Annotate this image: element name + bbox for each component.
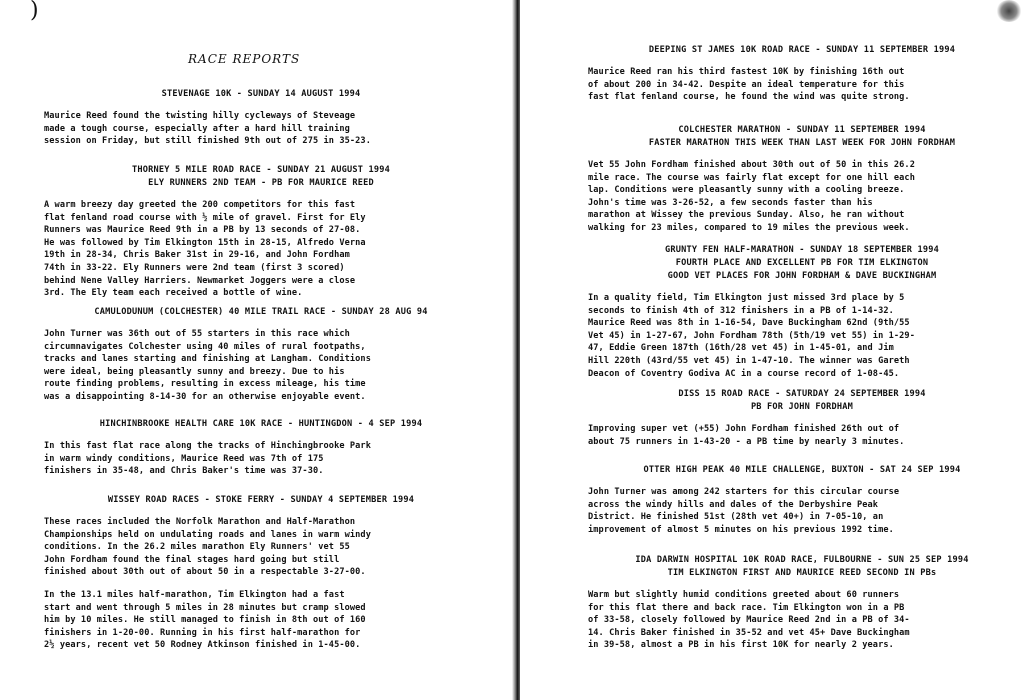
right-page xyxy=(520,0,1032,700)
text-line: 47, Eddie Green 187th (16th/28 vet 45) in 1-45-01, and Jim xyxy=(588,343,894,354)
scan-smudge xyxy=(996,0,1022,22)
section-body xyxy=(588,292,1016,380)
section-body xyxy=(44,516,478,652)
text-line: John's time was 3-26-52, a few seconds faster than his xyxy=(588,197,873,208)
text-line: John Turner was among 242 starters for this circular course xyxy=(588,487,900,497)
section-title-line: GRUNTY FEN HALF-MARATHON - SUNDAY 18 SEPTEMBER 1994 xyxy=(664,245,940,255)
text-line: 2½ years, recent vet 50 Rodney Atkinson finished in 1-45-00. xyxy=(44,640,361,651)
section-body xyxy=(44,328,478,404)
text-line: made a tough course, especially after a hard hill training xyxy=(44,123,350,134)
text-line: In the 13.1 miles half-marathon, Tim Elkington had a fast xyxy=(44,589,345,600)
left-page xyxy=(0,0,514,700)
page-heading: RACE REPORTS xyxy=(188,52,301,66)
section-title-line: IDA DARWIN HOSPITAL 10K ROAD RACE, FULBOURNE - SUN 25 SEP 1994 xyxy=(635,555,969,565)
text-line: finishers in 1-20-00. Running in his first half-marathon for xyxy=(44,627,361,638)
text-line: Championships held on undulating roads and lanes in warm windy xyxy=(44,529,371,540)
text-line: lap. Conditions were pleasantly sunny with a cooling breeze. xyxy=(588,185,905,196)
text-line: Vet 45) in 1-27-67, John Fordham 78th (5th/19 vet 55) in 1-29- xyxy=(588,330,915,341)
text-line: of about 200 in 34-42. Despite an ideal temperature for this xyxy=(588,79,905,90)
text-line: start and went through 5 miles in 28 minutes but cramp slowed xyxy=(44,602,366,613)
section-title-line: FASTER MARATHON THIS WEEK THAN LAST WEEK FOR JOHN FORDHAM xyxy=(648,138,956,148)
text-line: 3rd. The Ely team each received a bottle of wine. xyxy=(44,288,303,299)
text-line: fast flat fenland course, he found the wind was quite strong. xyxy=(588,92,910,103)
paragraph xyxy=(44,440,478,478)
text-line: conditions. In the 26.2 miles marathon Ely Runners' vet 55 xyxy=(44,542,350,553)
report-section xyxy=(44,418,478,478)
section-heading xyxy=(44,88,478,101)
paragraph xyxy=(588,292,1016,380)
text-line: John Fordham found the final stages hard going but still xyxy=(44,554,340,565)
report-section xyxy=(44,494,478,652)
section-heading xyxy=(588,44,1016,57)
section-body xyxy=(44,440,478,478)
section-body xyxy=(44,199,478,300)
paragraph xyxy=(588,423,1016,448)
section-heading xyxy=(44,418,478,431)
text-line: He was followed by Tim Elkington 15th in 28-15, Alfredo Verna xyxy=(44,237,366,248)
section-title-line: HINCHINBROOKE HEALTH CARE 10K RACE - HUNTINGDON - 4 SEP 1994 xyxy=(99,419,423,429)
text-line: Maurice Reed found the twisting hilly cycleways of Steveage xyxy=(44,111,356,121)
text-line: marathon at Wissey the previous Sunday. Also, he ran without xyxy=(588,210,905,221)
paragraph xyxy=(44,589,478,652)
section-heading xyxy=(588,554,1016,580)
scan-mark: ) xyxy=(30,0,39,23)
paragraph xyxy=(44,516,478,579)
text-line: him by 10 miles. He still managed to finish in 8th out of 160 xyxy=(44,615,366,626)
text-line: in warm windy conditions, Maurice Reed was 7th of 175 xyxy=(44,453,324,464)
text-line: seconds to finish 4th of 312 finishers in a PB of 1-14-32. xyxy=(588,305,894,316)
paragraph xyxy=(588,159,1016,235)
report-section xyxy=(588,244,1016,380)
report-section xyxy=(588,464,1016,536)
text-line: mile race. The course was fairly flat except for one hill each xyxy=(588,172,915,183)
paragraph xyxy=(44,110,478,148)
section-title-line: ELY RUNNERS 2ND TEAM - PB FOR MAURICE REED xyxy=(148,178,374,188)
text-line: District. He finished 51st (28th vet 40+) in 7-05-10, an xyxy=(588,512,884,523)
report-section xyxy=(44,88,478,148)
section-heading xyxy=(44,494,478,507)
text-line: session on Friday, but still finished 9th out of 275 in 35-23. xyxy=(44,136,371,147)
text-line: tracks and lanes starting and finishing at Langham. Conditions xyxy=(44,354,371,365)
report-section xyxy=(588,554,1016,652)
section-title-line: GOOD VET PLACES FOR JOHN FORDHAM & DAVE BUCKINGHAM xyxy=(667,271,937,281)
text-line: finished about 30th out of about 50 in a respectable 3-27-00. xyxy=(44,567,366,578)
paragraph-gap xyxy=(44,579,478,589)
section-body xyxy=(588,66,1016,104)
text-line: Improving super vet (+55) John Fordham finished 26th out of xyxy=(588,424,900,434)
report-section xyxy=(44,164,478,300)
text-line: in 39-58, almost a PB in his first 10K for nearly 2 years. xyxy=(588,640,894,651)
section-heading xyxy=(44,164,478,190)
section-body xyxy=(588,589,1016,652)
text-line: 19th in 28-34, Chris Baker 31st in 29-16, and John Fordham xyxy=(44,250,350,261)
section-title-line: COLCHESTER MARATHON - SUNDAY 11 SEPTEMBER 1994 xyxy=(678,125,926,135)
section-heading xyxy=(588,124,1016,150)
section-body xyxy=(588,486,1016,536)
text-line: A warm breezy day greeted the 200 competitors for this fast xyxy=(44,200,356,210)
text-line: Vet 55 John Fordham finished about 30th out of 50 in this 26.2 xyxy=(588,160,915,170)
text-line: Hill 220th (43rd/55 vet 45) in 1-47-10. The winner was Gareth xyxy=(588,355,910,366)
text-line: Warm but slightly humid conditions greeted about 60 runners xyxy=(588,590,900,600)
section-body xyxy=(44,110,478,148)
text-line: of 33-58, closely followed by Maurice Reed 2nd in a PB of 34- xyxy=(588,615,910,626)
section-body xyxy=(588,423,1016,448)
paragraph xyxy=(588,486,1016,536)
paragraph xyxy=(588,589,1016,652)
text-line: across the windy hills and dales of the Derbyshire Peak xyxy=(588,499,879,510)
text-line: behind Nene Valley Harriers. Newmarket Joggers were a close xyxy=(44,275,356,286)
text-line: Deacon of Coventry Godiva AC in a course record of 1-08-45. xyxy=(588,368,900,379)
section-title-line: THORNEY 5 MILE ROAD RACE - SUNDAY 21 AUGUST 1994 xyxy=(132,165,390,175)
text-line: about 75 runners in 1-43-20 - a PB time by nearly 3 minutes. xyxy=(588,436,905,447)
text-line: John Turner was 36th out of 55 starters in this race which xyxy=(44,329,350,339)
text-line: walking for 23 miles, compared to 19 miles the previous week. xyxy=(588,222,910,233)
paragraph xyxy=(588,66,1016,104)
section-title-line: OTTER HIGH PEAK 40 MILE CHALLENGE, BUXTON - SAT 24 SEP 1994 xyxy=(643,465,961,475)
text-line: for this flat there and back race. Tim Elkington won in a PB xyxy=(588,602,905,613)
text-line: circumnavigates Colchester using 40 miles of rural footpaths, xyxy=(44,341,366,352)
text-line: was a disappointing 8-14-30 for an otherwise enjoyable event. xyxy=(44,391,366,402)
text-line: were ideal, being pleasantly sunny and breezy. Due to his xyxy=(44,366,345,377)
report-section xyxy=(44,306,478,404)
text-line: In a quality field, Tim Elkington just missed 3rd place by 5 xyxy=(588,293,905,303)
paragraph xyxy=(44,199,478,300)
text-line: 14. Chris Baker finished in 35-52 and vet 45+ Dave Buckingham xyxy=(588,627,910,638)
paragraph xyxy=(44,328,478,404)
section-title-line: TIM ELKINGTON FIRST AND MAURICE REED SECOND IN PBs xyxy=(667,568,937,578)
section-body xyxy=(588,159,1016,235)
text-line: These races included the Norfolk Marathon and Half-Marathon xyxy=(44,517,356,527)
section-title-line: FOURTH PLACE AND EXCELLENT PB FOR TIM ELKINGTON xyxy=(675,258,929,268)
text-line: 74th in 33-22. Ely Runners were 2nd team (first 3 scored) xyxy=(44,262,345,273)
section-title-line: DEEPING ST JAMES 10K ROAD RACE - SUNDAY 11 SEPTEMBER 1994 xyxy=(648,45,956,55)
section-heading xyxy=(588,244,1016,283)
section-heading xyxy=(588,464,1016,477)
report-section xyxy=(588,44,1016,104)
text-line: improvement of almost 5 minutes on his previous 1992 time. xyxy=(588,524,894,535)
section-title-line: PB FOR JOHN FORDHAM xyxy=(750,402,854,412)
text-line: Runners was Maurice Reed 9th in a PB by 13 seconds of 27-08. xyxy=(44,225,361,236)
section-heading xyxy=(588,388,1016,414)
section-title-line: DISS 15 ROAD RACE - SATURDAY 24 SEPTEMBER 1994 xyxy=(678,389,926,399)
section-title-line: CAMULODUNUM (COLCHESTER) 40 MILE TRAIL RACE - SUNDAY 28 AUG 94 xyxy=(94,307,428,317)
text-line: flat fenland road course with ½ mile of gravel. First for Ely xyxy=(44,212,366,223)
text-line: finishers in 35-48, and Chris Baker's time was 37-30. xyxy=(44,466,324,477)
text-line: Maurice Reed was 8th in 1-16-54, Dave Buckingham 62nd (9th/55 xyxy=(588,318,910,329)
text-line: Maurice Reed ran his third fastest 10K by finishing 16th out xyxy=(588,67,905,77)
report-section xyxy=(588,124,1016,235)
section-title-line: STEVENAGE 10K - SUNDAY 14 AUGUST 1994 xyxy=(161,89,361,99)
text-line: In this fast flat race along the tracks of Hinchingbrooke Park xyxy=(44,441,371,451)
section-heading xyxy=(44,306,478,319)
section-title-line: WISSEY ROAD RACES - STOKE FERRY - SUNDAY 4 SEPTEMBER 1994 xyxy=(107,495,415,505)
report-section xyxy=(588,388,1016,448)
text-line: route finding problems, resulting in excess mileage, his time xyxy=(44,379,366,390)
